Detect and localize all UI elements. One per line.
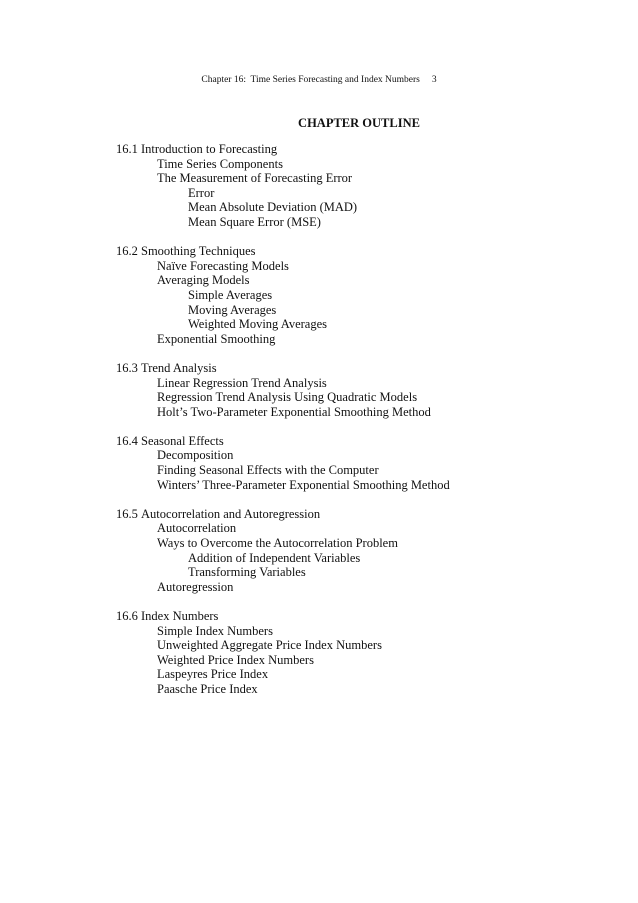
outline-section — [116, 142, 596, 230]
outline-section — [116, 361, 596, 419]
outline-subtopic: Finding Seasonal Effects with the Computer — [157, 463, 379, 478]
section-title: Index Numbers — [141, 609, 219, 623]
outline-subtopic: Autocorrelation — [157, 521, 237, 536]
outline-subtopic: Ways to Overcome the Autocorrelation Problem — [157, 536, 398, 551]
outline-section — [116, 507, 596, 595]
outline-subtopic: The Measurement of Forecasting Error — [157, 171, 353, 186]
section-number: 16.1 — [116, 142, 138, 156]
section-number: 16.4 — [116, 433, 138, 448]
outline-subtopic: Linear Regression Trend Analysis — [157, 375, 327, 390]
outline-subtopic: Weighted Price Index Numbers — [157, 652, 314, 667]
outline-subtopic: Paasche Price Index — [157, 681, 258, 696]
chapter-outline — [116, 142, 596, 711]
outline-subtopic: Unweighted Aggregate Price Index Numbers — [157, 638, 382, 653]
outline-sub-subtopic: Error — [188, 185, 215, 200]
section-title: Trend Analysis — [141, 360, 217, 375]
section-number: 16.5 — [116, 506, 138, 521]
outline-subtopic: Decomposition — [157, 448, 234, 463]
section-title: Introduction to Forecasting — [141, 142, 278, 156]
outline-sub-subtopic: Simple Averages — [188, 287, 273, 302]
outline-sub-subtopic: Addition of Independent Variables — [188, 550, 361, 565]
chapter-outline-title: CHAPTER OUTLINE — [298, 116, 420, 130]
outline-section — [116, 434, 596, 492]
page-number: 3 — [431, 75, 437, 85]
section-number: 16.2 — [116, 244, 138, 259]
section-number: 16.6 — [116, 609, 138, 623]
outline-subtopic: Time Series Components — [157, 156, 283, 171]
outline-subtopic: Simple Index Numbers — [157, 623, 273, 638]
section-heading — [116, 142, 596, 157]
section-heading — [116, 507, 596, 522]
outline-sub-subtopic: Moving Averages — [188, 302, 277, 317]
section-number: 16.3 — [116, 360, 138, 375]
outline-section — [116, 244, 596, 346]
outline-subtopic: Naïve Forecasting Models — [157, 258, 289, 273]
outline-subtopic: Exponential Smoothing — [157, 331, 276, 346]
section-title: Seasonal Effects — [141, 433, 224, 448]
outline-sub-subtopic: Transforming Variables — [188, 565, 306, 580]
section-heading — [116, 434, 596, 449]
running-title: Chapter 16: Time Series Forecasting and Index Numbers — [201, 75, 420, 85]
section-heading — [116, 244, 596, 259]
outline-subtopic: Regression Trend Analysis Using Quadratic Models — [157, 390, 418, 405]
outline-subtopic: Holt’s Two-Parameter Exponential Smoothing Method — [157, 404, 431, 419]
outline-sub-subtopic: Mean Square Error (MSE) — [188, 214, 321, 229]
outline-subtopic: Laspeyres Price Index — [157, 667, 269, 682]
outline-section — [116, 609, 596, 697]
outline-sub-subtopic: Weighted Moving Averages — [188, 317, 328, 332]
section-heading — [116, 609, 596, 624]
outline-sub-subtopic: Mean Absolute Deviation (MAD) — [188, 200, 358, 215]
outline-subtopic: Autoregression — [157, 579, 234, 594]
section-title: Smoothing Techniques — [141, 244, 256, 259]
section-heading — [116, 361, 596, 376]
outline-subtopic: Averaging Models — [157, 273, 250, 288]
outline-subtopic: Winters’ Three-Parameter Exponential Smoothing Method — [157, 477, 450, 492]
running-header — [0, 75, 638, 85]
section-title: Autocorrelation and Autoregression — [141, 506, 321, 521]
